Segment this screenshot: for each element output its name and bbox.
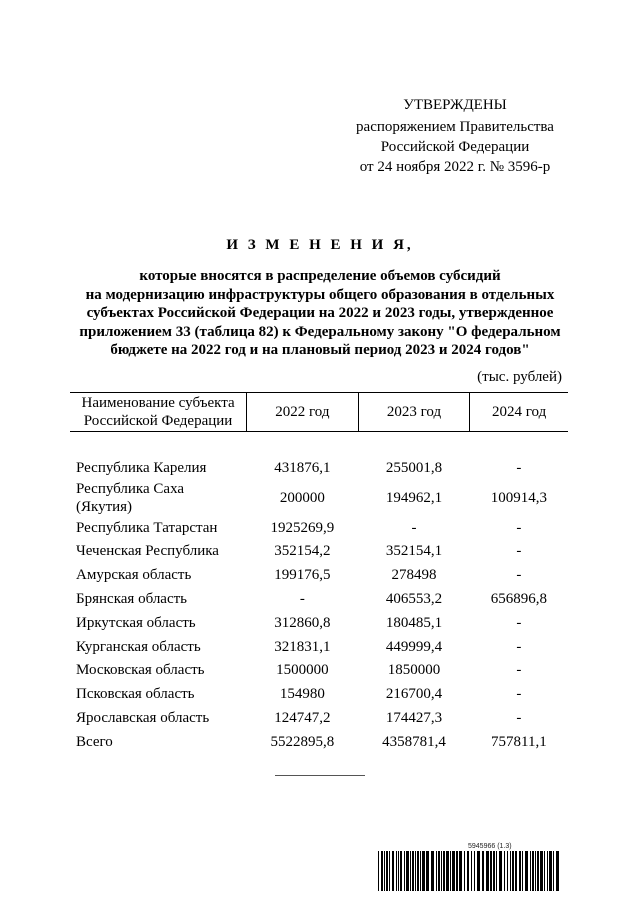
document-heading <box>70 237 570 360</box>
value-cell: 1500000 <box>276 662 329 679</box>
value-cell: 174427,3 <box>385 710 443 727</box>
heading-line-4: приложением 33 (таблица 82) к Федеральному закону "О федеральном <box>79 323 561 340</box>
value-cell: 180485,1 <box>385 614 443 631</box>
value-cell: - <box>516 686 522 703</box>
value-cell: 406553,2 <box>385 591 443 608</box>
value-cell: 431876,1 <box>274 459 331 476</box>
heading-line-5: бюджете на 2022 год и на плановый период 2023 и 2024 годов" <box>110 342 530 358</box>
value-cell: - <box>516 614 522 631</box>
value-cell: 100914,3 <box>490 489 548 506</box>
value-cell: 757811,1 <box>491 733 547 750</box>
value-cell: 278498 <box>391 567 437 584</box>
header-2024: 2024 год <box>470 393 568 432</box>
value-cell: - <box>516 567 522 584</box>
barcode-image <box>378 851 560 891</box>
table-row <box>70 587 568 611</box>
value-cell: 352154,2 <box>274 543 331 560</box>
value-cell: 4358781,4 <box>382 733 446 750</box>
table-row <box>70 516 568 540</box>
value-cell: 124747,2 <box>274 710 331 727</box>
approval-block <box>340 95 570 177</box>
value-cell: - <box>299 591 305 608</box>
value-cell: 200000 <box>279 489 325 506</box>
table-header-row <box>70 393 568 432</box>
region-cell: Амурская область <box>76 567 192 584</box>
header-2022: 2022 год <box>247 393 359 432</box>
region-cell: Брянская область <box>76 591 188 608</box>
value-cell: - <box>516 710 522 727</box>
table-row <box>70 682 568 706</box>
heading-title: И З М Е Н Е Н И Я, <box>226 237 414 253</box>
value-cell: 321831,1 <box>274 638 331 655</box>
value-cell: 1850000 <box>387 662 441 679</box>
table-row <box>70 611 568 635</box>
value-cell: 352154,1 <box>385 543 443 560</box>
table-row <box>70 563 568 587</box>
region-cell: Всего <box>76 733 113 750</box>
value-cell: 656896,8 <box>490 591 548 608</box>
table-row <box>70 480 568 516</box>
value-cell: 194962,1 <box>385 489 443 506</box>
value-cell: 312860,8 <box>274 614 331 631</box>
table-body <box>70 432 568 754</box>
unit-label: (тыс. рублей) <box>477 369 562 385</box>
value-cell: 255001,8 <box>385 459 443 476</box>
region-cell: Республика Карелия <box>76 459 207 476</box>
value-cell: - <box>516 543 522 560</box>
value-cell: 154980 <box>279 686 325 703</box>
region-cell: Ярославская область <box>76 710 210 727</box>
approval-title: УТВЕРЖДЕНЫ <box>403 97 507 113</box>
subsidy-table <box>70 392 568 754</box>
header-region: Наименование субъекта Российской Федерации <box>70 393 247 432</box>
region-cell: Курганская область <box>76 638 201 655</box>
approval-line-2: Российской Федерации <box>380 139 530 155</box>
region-cell: Иркутская область <box>76 614 196 631</box>
table-row <box>70 730 568 754</box>
table-row <box>70 540 568 564</box>
region-cell: Республика Саха (Якутия) <box>76 480 185 515</box>
value-cell: 199176,5 <box>274 567 331 584</box>
value-cell: - <box>411 519 417 536</box>
value-cell: 216700,4 <box>385 686 443 703</box>
separator-line <box>275 775 365 776</box>
heading-line-1: которые вносятся в распределение объемов субсидий <box>139 268 501 284</box>
region-cell: Московская область <box>76 662 205 679</box>
table-spacer <box>70 432 568 457</box>
table-row <box>70 659 568 683</box>
approval-line-1: распоряжением Правительства <box>356 119 554 135</box>
value-cell: 449999,4 <box>385 638 443 655</box>
region-cell: Чеченская Республика <box>76 543 219 560</box>
heading-line-3: субъектах Российской Федерации на 2022 и 2023 годы, утвержденное <box>86 305 554 321</box>
table-row <box>70 635 568 659</box>
approval-line-3: от 24 ноября 2022 г. № 3596-р <box>359 159 551 175</box>
heading-line-2: на модернизацию инфраструктуры общего образования в отдельных <box>85 286 555 303</box>
table-row <box>70 706 568 730</box>
document-number: 5945966 (1.3) <box>468 843 512 850</box>
value-cell: - <box>516 638 522 655</box>
value-cell: 1925269,9 <box>270 519 335 536</box>
table-row <box>70 456 568 480</box>
value-cell: - <box>516 519 522 536</box>
header-2023: 2023 год <box>358 393 470 432</box>
region-cell: Псковская область <box>76 686 195 703</box>
region-cell: Республика Татарстан <box>76 519 218 536</box>
value-cell: - <box>516 662 522 679</box>
value-cell: 5522895,8 <box>270 733 335 750</box>
value-cell: - <box>516 459 522 476</box>
